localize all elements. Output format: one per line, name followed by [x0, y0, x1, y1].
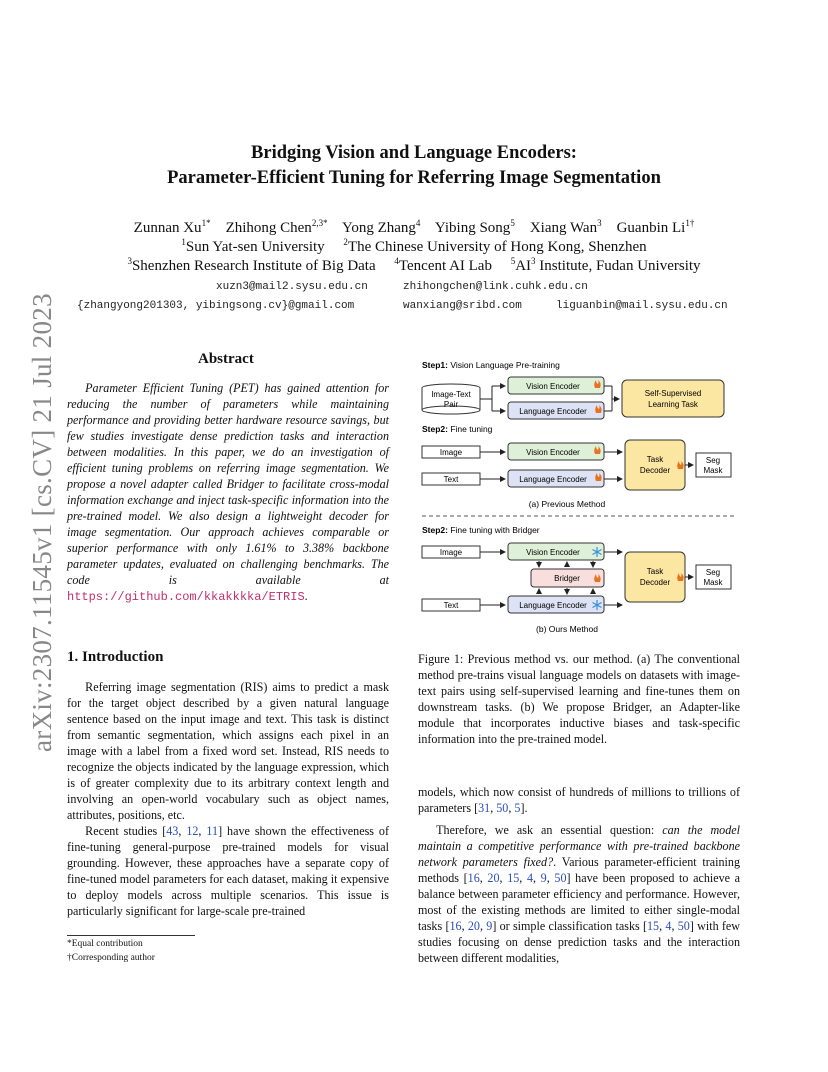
svg-text:Language Encoder: Language Encoder — [519, 407, 587, 416]
footnote-rule — [67, 935, 195, 936]
citation[interactable]: 31 — [478, 801, 491, 815]
affiliations-line2: $^3$Shenzhen Research Institute of Big Data $^4$Tencent AI Lab $^5AI^3$ Institute, Fudan University — [127, 256, 701, 274]
svg-text:Seg: Seg — [705, 568, 721, 577]
svg-text:Mask: Mask — [703, 578, 723, 587]
arxiv-stamp: arXiv:2307.11545v1 [cs.CV] 21 Jul 2023 — [27, 293, 57, 752]
citation[interactable]: 12 — [186, 824, 199, 838]
self-supervised-task-box — [622, 380, 724, 417]
task-decoder-box — [625, 440, 685, 490]
svg-text:Seg: Seg — [705, 456, 721, 465]
email: wanxiang@sribd.com — [403, 300, 522, 312]
citation[interactable]: 20 — [487, 871, 500, 885]
citation[interactable]: 15 — [647, 919, 660, 933]
abstract-heading: Abstract — [198, 351, 254, 367]
code-link[interactable]: https://github.com/kkakkkka/ETRIS — [67, 590, 305, 604]
citation[interactable]: 4 — [665, 919, 672, 933]
author: Xiang Wan$^3$ — [529, 218, 602, 236]
task-decoder-box — [625, 552, 685, 602]
citation[interactable]: 5 — [514, 801, 521, 815]
svg-text:Self-Supervised: Self-Supervised — [644, 389, 702, 398]
svg-text:Pair: Pair — [443, 400, 459, 409]
svg-text:Bridger: Bridger — [554, 574, 580, 583]
svg-text:Learning Task: Learning Task — [648, 400, 698, 409]
citation[interactable]: 20 — [467, 919, 480, 933]
citation[interactable]: 16 — [467, 871, 480, 885]
svg-text:Language Encoder: Language Encoder — [519, 601, 587, 610]
svg-text:Image: Image — [439, 548, 463, 557]
author: Yibing Song$^5$ — [434, 218, 515, 236]
right-column-body — [418, 784, 740, 966]
step2-bridger-label: Step2: Fine tuning with Bridger — [422, 525, 540, 535]
step2-label: Step2: Fine tuning — [422, 424, 493, 434]
step1-label: Step1: Vision Language Pre-training — [422, 360, 560, 370]
email: zhihongchen@link.cuhk.edu.cn — [403, 281, 588, 293]
svg-text:Vision Encoder: Vision Encoder — [526, 382, 580, 391]
caption-b: (b) Ours Method — [536, 624, 598, 634]
citation[interactable]: 50 — [496, 801, 509, 815]
svg-text:Text: Text — [443, 475, 459, 484]
author-list — [0, 219, 828, 238]
citation[interactable]: 43 — [166, 824, 179, 838]
citation[interactable]: 11 — [206, 824, 219, 838]
intro-heading: 1. Introduction — [67, 649, 164, 665]
author: Guanbin $Li^{1\dagger}$ — [616, 218, 695, 236]
body-paragraph: models, which now consist of hundreds of millions to trillions of parameters [31, 50, 5]. — [418, 785, 740, 815]
paper-title-line1: Bridging Vision and Language Encoders: — [251, 143, 577, 163]
figure-caption: Figure 1: Previous method vs. our method. (a) The conventional method pre-trains visual language models on datasets with image-text pairs using self-supervised learning and fine-tunes them on downstream tasks. (b) We propose Bridger, an Adapter-like module that incorporates inductive biases and task-specific information into the pre-trained model. — [418, 652, 740, 746]
svg-text:Image-Text: Image-Text — [431, 390, 471, 399]
email: {zhangyong201303, yibingsong.cv}@gmail.com — [77, 300, 355, 312]
svg-text:Text: Text — [443, 601, 459, 610]
figure-1-diagram — [417, 356, 742, 638]
svg-text:Decoder: Decoder — [639, 466, 671, 475]
citation[interactable]: 16 — [449, 919, 462, 933]
intro-paragraph: Recent studies [43, 12, 11] have shown the effectiveness of fine-tuning general-purpose pre-trained models for visual grounding. However, these approaches have a separate copy of fine-tuned model parameters for each dataset, making it expensive to deploy models across multiple scenarios. This issue is particularly significant for large-scale pre-trained — [67, 824, 390, 918]
paper-title-line2: Parameter-Efficient Tuning for Referring Image Segmentation — [167, 168, 661, 188]
email: xuzn3@mail2.sysu.edu.cn — [216, 281, 368, 293]
citation[interactable]: 9 — [540, 871, 547, 885]
email: liguanbin@mail.sysu.edu.cn — [556, 300, 728, 312]
svg-text:Decoder: Decoder — [639, 578, 671, 587]
author: Zhihong Chen$^{2,3*}$ — [225, 218, 328, 236]
citation[interactable]: 50 — [554, 871, 567, 885]
svg-text:Task: Task — [646, 567, 664, 576]
image-text-pair-node — [422, 384, 480, 414]
author: Zunnan $Xu^{1*}$ — [133, 218, 211, 236]
caption-a: (a) Previous Method — [528, 499, 606, 509]
citation[interactable]: 4 — [526, 871, 533, 885]
intro-paragraph: Referring image segmentation (RIS) aims to predict a mask for the target object described by a given natural language sentence based on the input image and text. This task is distinct from semantic segmentation, which assigns each pixel in an image with a label from a fixed word set. Instead, RIS needs to recognize the objects indicated by the language expression, which is of greater complexity due to its arbitrary context length and involving an open-world vocabulary such as object names, attributes, positions, etc. — [67, 680, 389, 822]
svg-text:Mask: Mask — [703, 466, 723, 475]
svg-text:Vision Encoder: Vision Encoder — [526, 548, 580, 557]
svg-text:Task: Task — [646, 455, 664, 464]
citation[interactable]: 9 — [486, 919, 493, 933]
svg-text:Language Encoder: Language Encoder — [519, 475, 587, 484]
abstract-text: Parameter Efficient Tuning (PET) has gained attention for reducing the number of parameters while maintaining performance and providing better hardware resource savings, but few studies investigate dense prediction tasks and interaction between modalities. In this paper, we do an investigation of efficient tuning problems on referring image segmentation. We propose a novel adapter called Bridger to facilitate cross-modal information exchange and inject task-specific information into the pre-trained model. We also design a lightweight decoder for image segmentation. Our approach achieves comparable or superior performance with only 1.61% to 3.38% backbone parameter updates, evaluated on challenging benchmarks. The code is available at https://github.com/kkakkkka/ETRIS. — [67, 381, 389, 604]
author: Yong Zhang$^4$ — [342, 218, 421, 236]
body-paragraph: Therefore, we ask an essential question: can the model maintain a competitive performance with pre-trained backbone network parameters fixed?. Various parameter-efficient training methods [16, 20, 15, 4, 9, 50] have been proposed to achieve a balance between parameter efficiency and performance. However, most of the existing methods are limited to either single-modal tasks [16, 20, 9] or simple classification tasks [15, 4, 50] with few studies focusing on dense prediction tasks and the interaction between different modalities, — [418, 823, 741, 965]
svg-text:Vision Encoder: Vision Encoder — [526, 448, 580, 457]
intro-body — [67, 679, 389, 919]
citation[interactable]: 50 — [677, 919, 690, 933]
affiliations-line1: $^1$Sun Yat-sen University $^2$The Chinese University of Hong Kong, Shenzhen — [181, 237, 647, 255]
footnote-corresponding: †Corresponding author — [67, 953, 155, 963]
citation[interactable]: 15 — [507, 871, 520, 885]
footnote-equal: *Equal contribution — [67, 939, 143, 949]
svg-text:Image: Image — [439, 448, 463, 457]
